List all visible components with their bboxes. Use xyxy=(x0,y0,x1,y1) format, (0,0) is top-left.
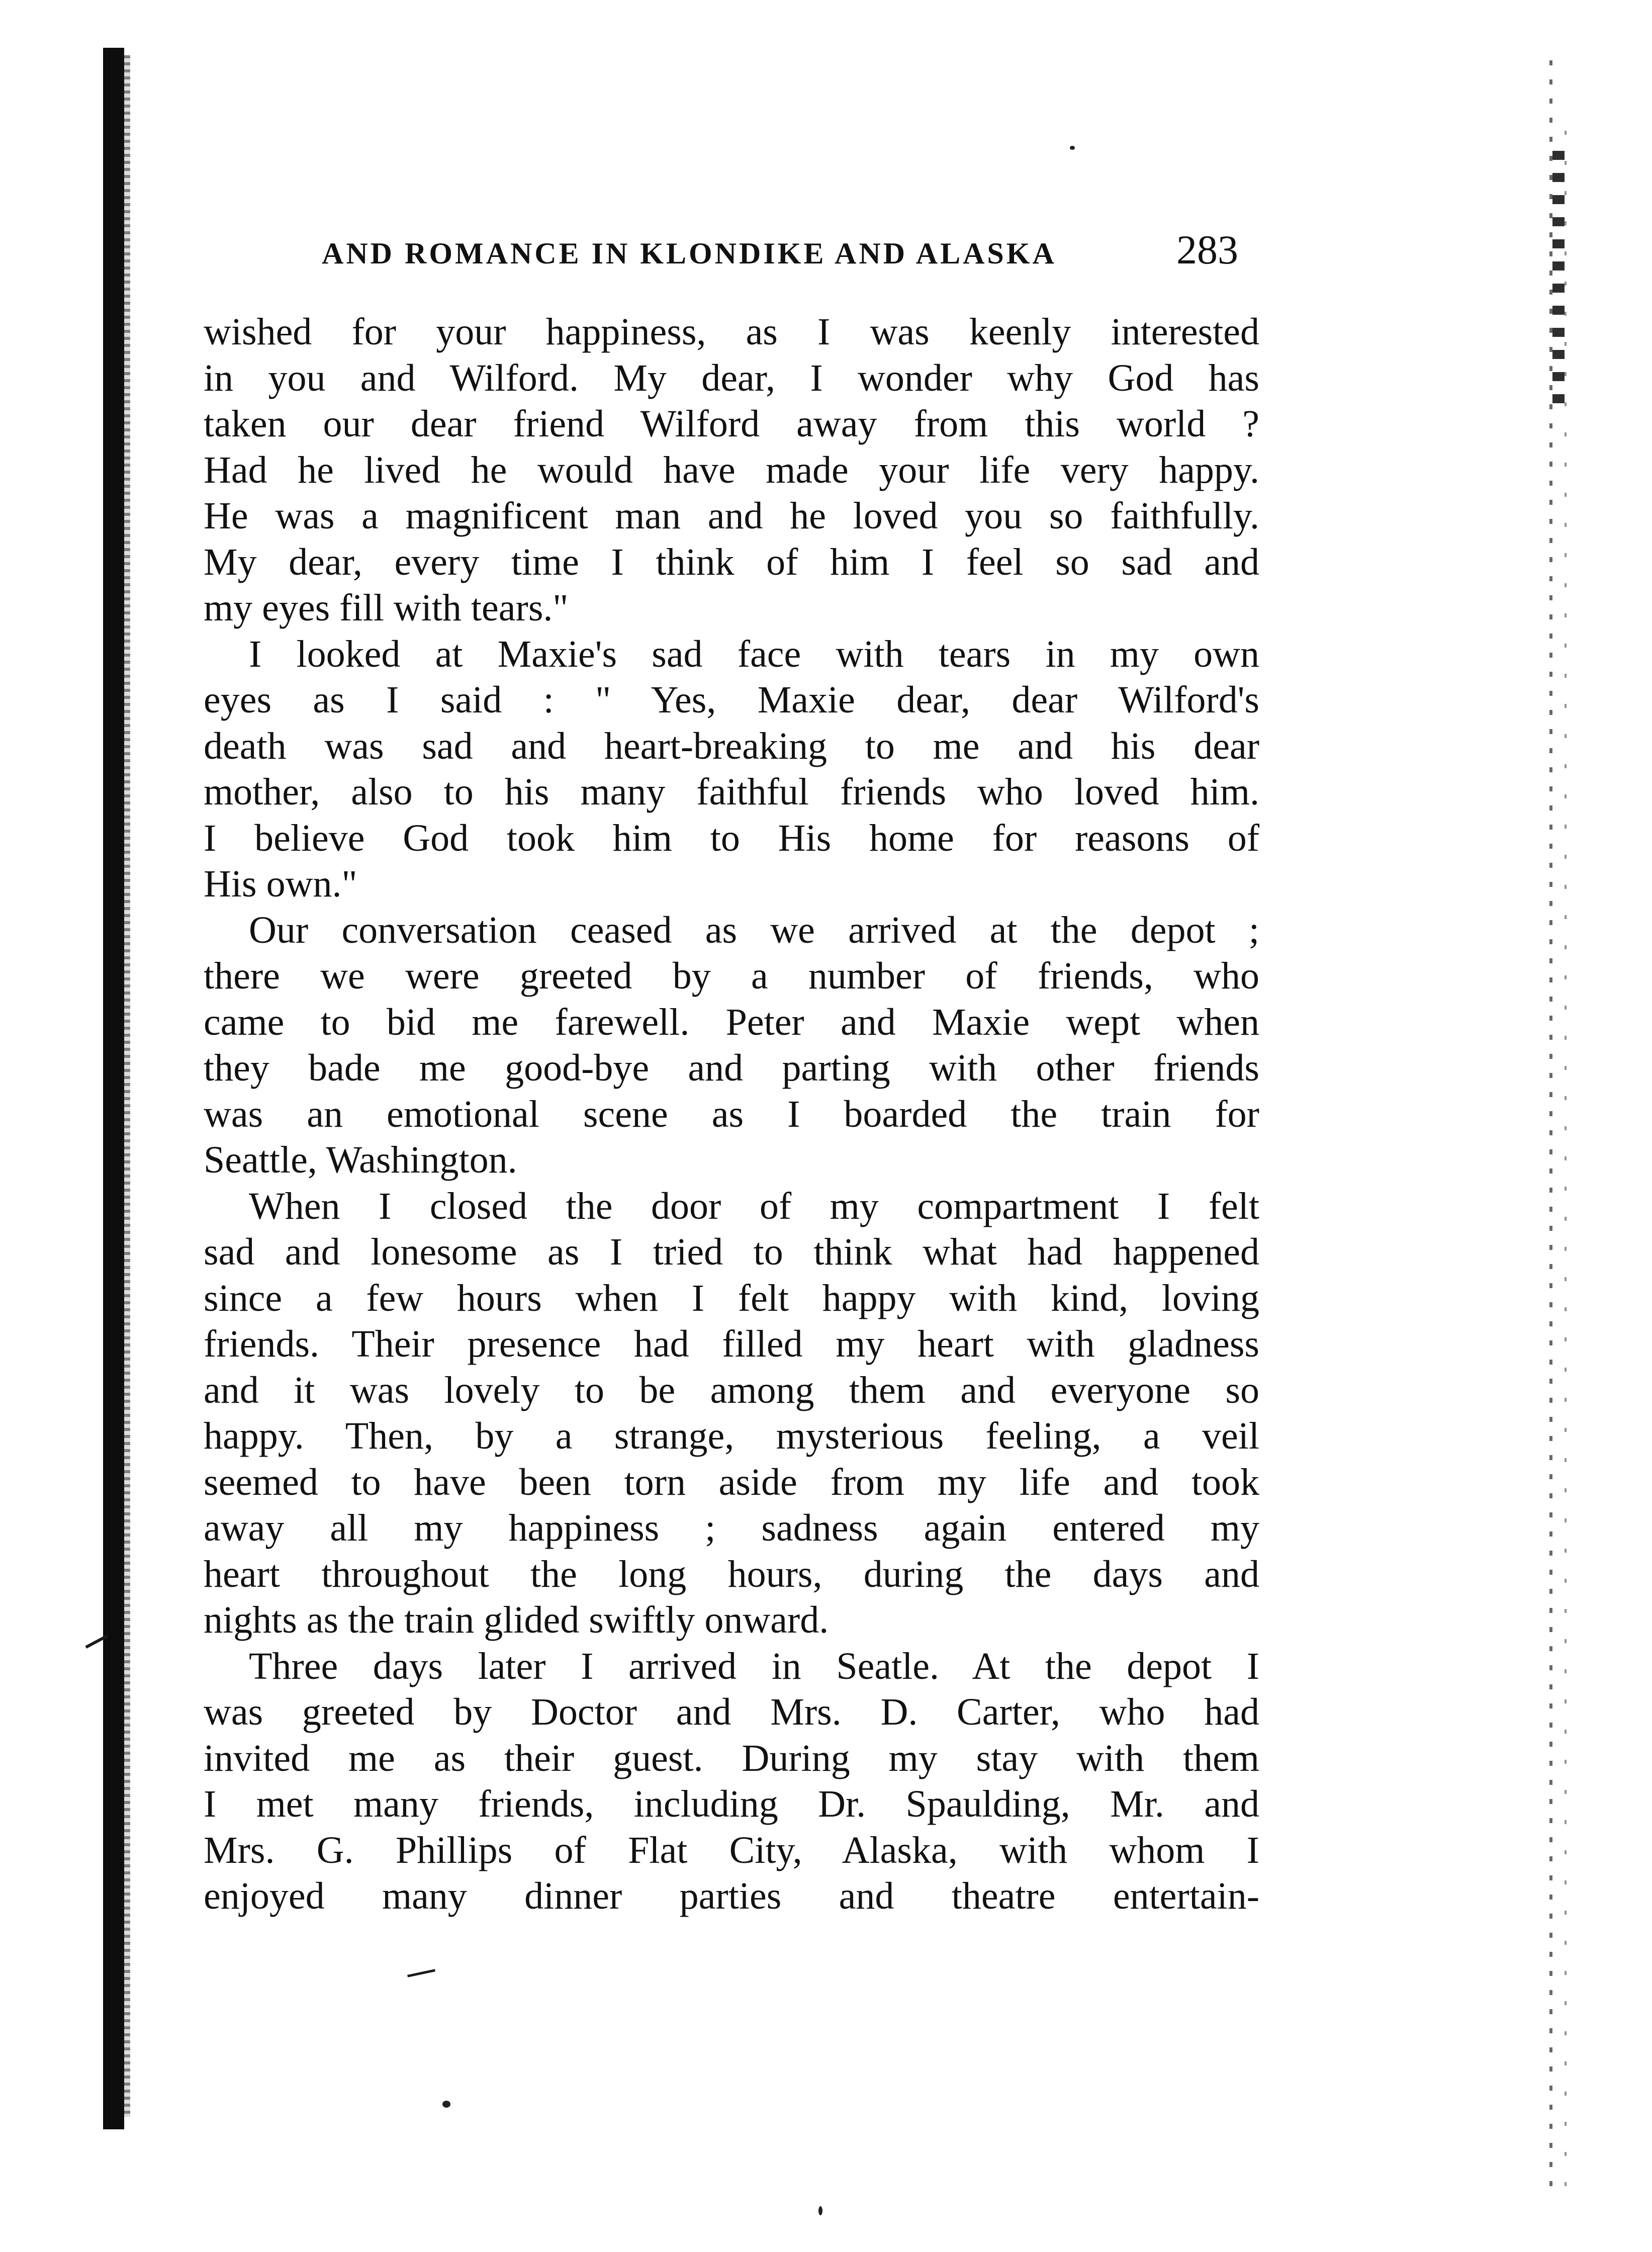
text-line: sad and lonesome as I tried to think what had happened xyxy=(204,1231,1259,1273)
text-line: death was sad and heart-breaking to me and his dear xyxy=(204,725,1259,767)
text-line: eyes as I said : " Yes, Maxie dear, dear Wilford's xyxy=(204,679,1259,721)
scan-margin-right-secondary xyxy=(1565,131,1567,2192)
text-line: My dear, every time I think of him I feel so sad and xyxy=(204,541,1259,583)
text-line: I met many friends, including Dr. Spaulding, Mr. and xyxy=(204,1783,1259,1825)
text-line: they bade me good-bye and parting with other friends xyxy=(204,1047,1259,1089)
text-line: Had he lived he would have made your life very happy. xyxy=(204,448,1259,491)
text-line: away all my happiness ; sadness again entered my xyxy=(204,1507,1259,1549)
text-line: my eyes fill with tears." xyxy=(204,587,569,629)
binding-edge-shadow xyxy=(124,55,130,2117)
text-line: mother, also to his many faithful friends who loved him. xyxy=(204,771,1259,813)
binding-edge xyxy=(103,48,124,2129)
scan-speck xyxy=(818,2206,822,2215)
text-line: Our conversation ceased as we arrived at the depot ; xyxy=(249,909,1259,951)
text-line: since a few hours when I felt happy with kind, loving xyxy=(204,1277,1259,1319)
text-line: heart throughout the long hours, during the days and xyxy=(204,1553,1259,1595)
scan-stroke xyxy=(407,1969,435,1977)
text-line: in you and Wilford. My dear, I wonder why God has xyxy=(204,356,1259,399)
text-line: I believe God took him to His home for reasons of xyxy=(204,817,1259,859)
text-line: I looked at Maxie's sad face with tears in my own xyxy=(249,633,1259,675)
text-line: came to bid me farewell. Peter and Maxie wept when xyxy=(204,1001,1259,1043)
scan-speck xyxy=(442,2101,450,2108)
text-line: and it was lovely to be among them and everyone so xyxy=(204,1369,1259,1411)
page-number: 283 xyxy=(1176,227,1238,273)
text-line: wished for your happiness, as I was keenly interested xyxy=(204,311,1259,353)
body-text xyxy=(204,309,1259,1920)
scan-speck xyxy=(1070,146,1075,150)
running-head-title: AND ROMANCE IN KLONDIKE AND ALASKA xyxy=(322,237,1057,270)
scan-margin-artifact xyxy=(1552,151,1565,412)
text-line: happy. Then, by a strange, mysterious feeling, a veil xyxy=(204,1415,1259,1457)
text-line: invited me as their guest. During my stay with them xyxy=(204,1737,1259,1779)
text-line: there we were greeted by a number of friends, who xyxy=(204,955,1259,997)
text-line: was greeted by Doctor and Mrs. D. Carter, who had xyxy=(204,1691,1259,1733)
text-line: He was a magnificent man and he loved you so faithfully. xyxy=(204,495,1259,537)
text-line: His own." xyxy=(204,863,357,905)
text-line: nights as the train glided swiftly onward. xyxy=(204,1599,829,1641)
text-line: Mrs. G. Phillips of Flat City, Alaska, with whom I xyxy=(204,1829,1259,1871)
text-line: When I closed the door of my compartment I felt xyxy=(249,1185,1259,1227)
text-line: taken our dear friend Wilford away from this world ? xyxy=(204,403,1259,445)
text-line: enjoyed many dinner parties and theatre entertain- xyxy=(204,1875,1259,1917)
text-line: was an emotional scene as I boarded the train for xyxy=(204,1093,1259,1135)
text-line: Three days later I arrived in Seatle. At the depot I xyxy=(249,1645,1259,1687)
text-line: Seattle, Washington. xyxy=(204,1139,517,1181)
text-line: seemed to have been torn aside from my life and took xyxy=(204,1461,1259,1503)
text-line: friends. Their presence had filled my heart with gladness xyxy=(204,1323,1259,1365)
